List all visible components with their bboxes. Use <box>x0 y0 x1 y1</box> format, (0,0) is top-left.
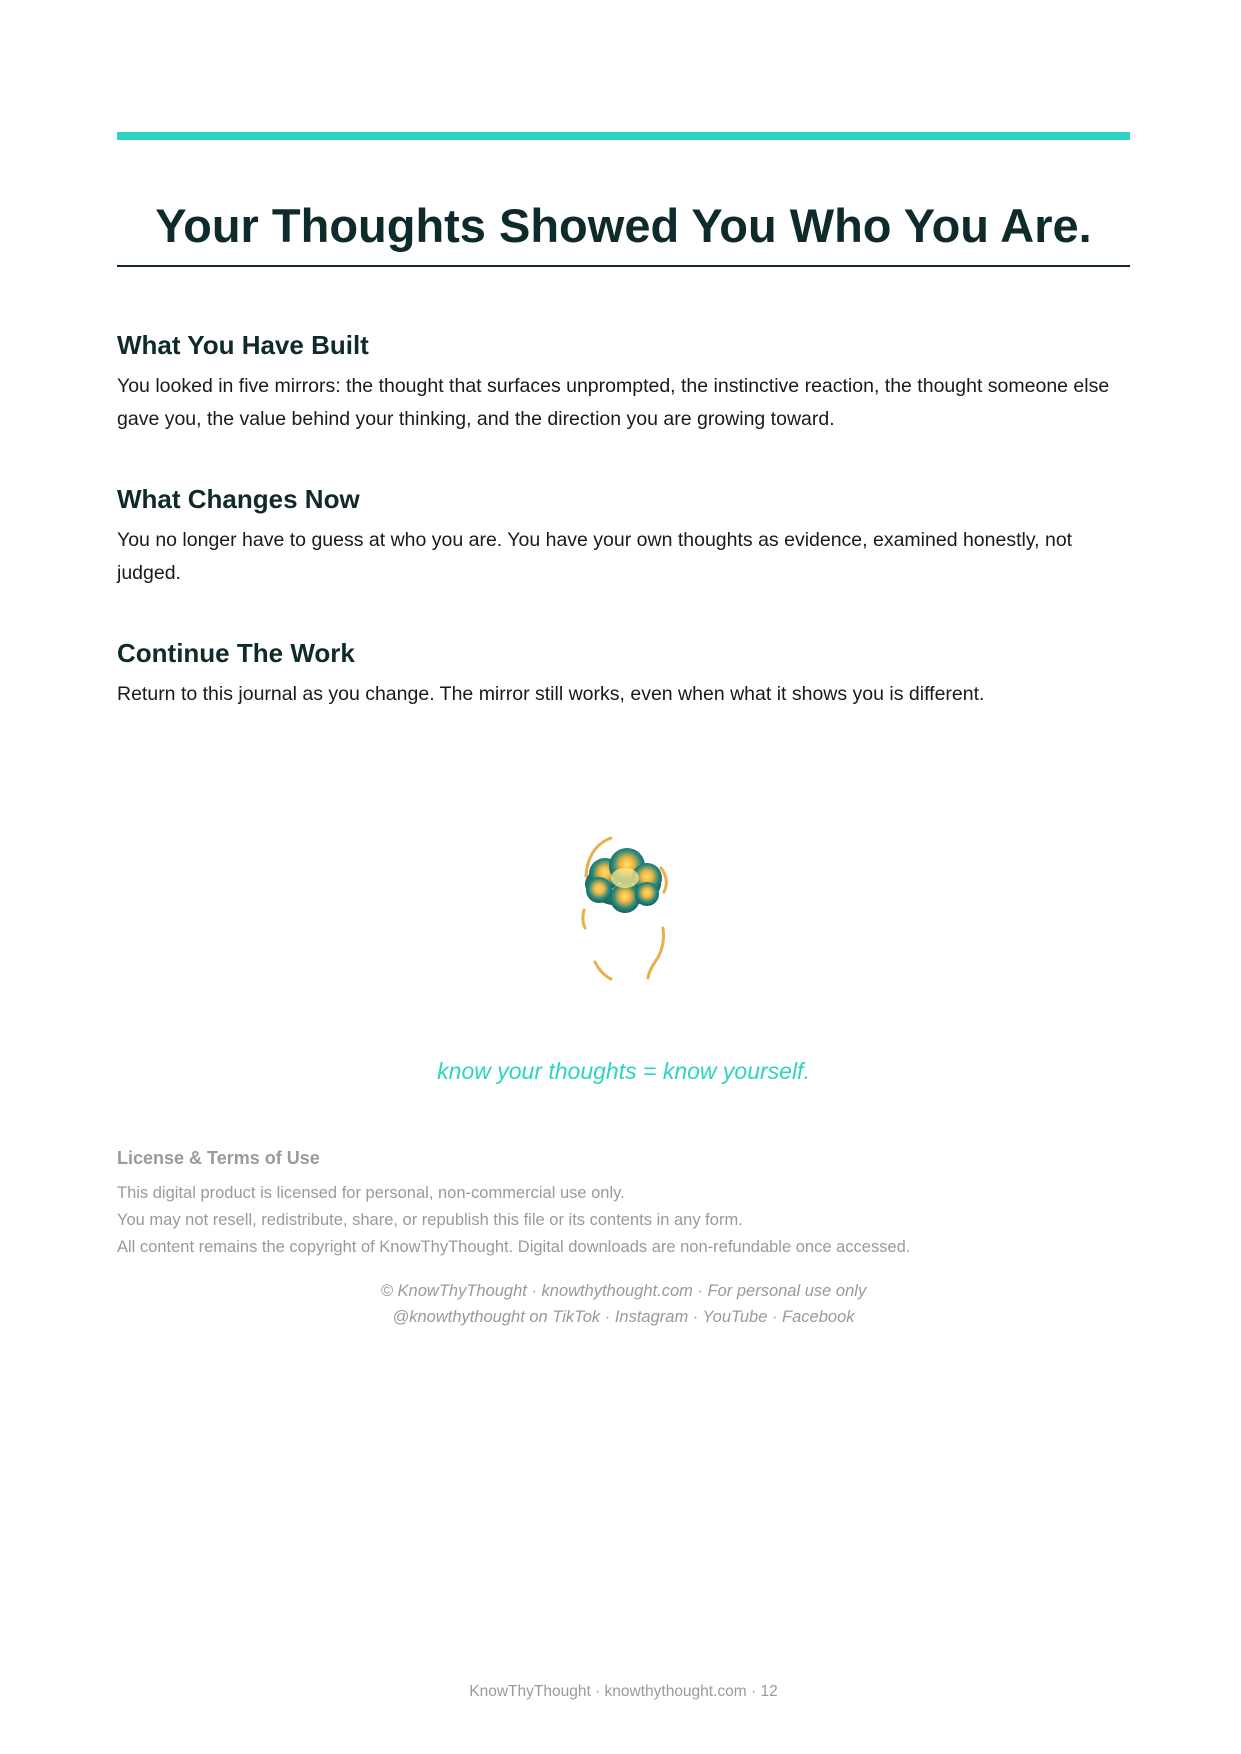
section-body: Return to this journal as you change. The mirror still works, even when what it shows you is different. <box>117 683 985 705</box>
license-heading: License & Terms of Use <box>117 1148 320 1168</box>
title-underline <box>117 265 1130 267</box>
section-body: You no longer have to guess at who you are. You have your own thoughts as evidence, examined honestly, not judged. <box>117 529 1073 584</box>
license-text <box>117 1180 1130 1261</box>
section-what-you-have-built <box>117 328 1130 436</box>
tagline: know your thoughts = know yourself. <box>437 1058 810 1084</box>
head-silhouette-cloud-icon <box>565 832 685 1002</box>
social-line: @knowthythought on TikTok · Instagram · YouTube · Facebook <box>392 1308 855 1326</box>
section-continue-the-work <box>117 636 1130 711</box>
section-body: You looked in five mirrors: the thought that surfaces unprompted, the instinctive reaction, the thought someone else gave you, the value behind your thinking, and the direction you are growing toward. <box>117 375 1110 430</box>
top-accent-rule <box>117 132 1130 140</box>
section-heading: Continue The Work <box>117 638 355 668</box>
page-title: Your Thoughts Showed You Who You Are. <box>155 199 1092 252</box>
document-page <box>117 0 1130 1754</box>
section-what-changes-now <box>117 482 1130 590</box>
credit-line: © KnowThyThought · knowthythought.com · For personal use only <box>380 1282 867 1300</box>
license-line: All content remains the copyright of KnowThyThought. Digital downloads are non-refundable once accessed. <box>117 1238 911 1256</box>
license-line: This digital product is licensed for personal, non-commercial use only. <box>117 1184 625 1202</box>
license-line: You may not resell, redistribute, share, or republish this file or its contents in any form. <box>117 1211 743 1229</box>
section-heading: What Changes Now <box>117 484 360 514</box>
section-heading: What You Have Built <box>117 330 369 360</box>
page-footer: KnowThyThought · knowthythought.com · 12 <box>469 1683 778 1700</box>
credit-block <box>117 1278 1130 1330</box>
